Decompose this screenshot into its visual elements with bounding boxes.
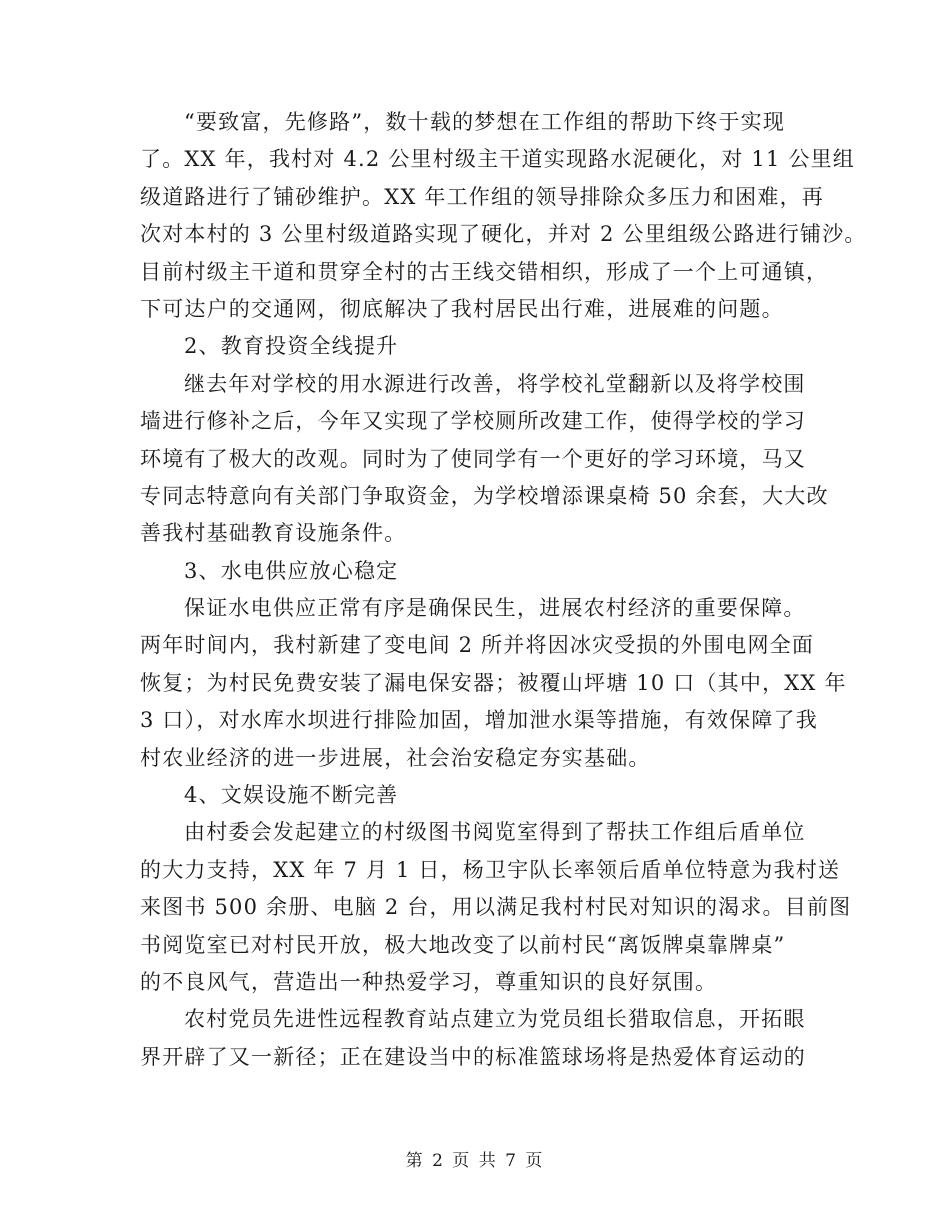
text-line: 的大力支持，XX 年 7 月 1 日，杨卫宇队长率领后盾单位特意为我村送 (140, 857, 841, 882)
text-line: 善我村基础教育设施条件。 (140, 521, 407, 546)
text-line: 书阅览室已对村民开放，极大地改变了以前村民“离饭牌桌靠牌桌” (140, 932, 786, 957)
text-line: 农村党员先进性远程教育站点建立为党员组长猎取信息，开拓眼 (184, 1007, 806, 1032)
text-line: 继去年对学校的用水源进行改善，将学校礼堂翻新以及将学校围 (184, 371, 806, 396)
text-line: 下可达户的交通网，彻底解决了我村居民出行难，进展难的问题。 (140, 296, 784, 321)
text-line: 来图书 500 余册、电脑 2 台，用以满足我村村民对知识的渴求。目前图 (140, 895, 852, 920)
text-line: 3 口），对水库水坝进行排险加固，增加泄水渠等措施，有效保障了我 (140, 708, 818, 733)
document-body (140, 104, 867, 1076)
text-line: 恢复；为村民免费安装了漏电保安器；被覆山坪塘 10 口（其中，XX 年 (140, 670, 847, 695)
text-line: 2、教育投资全线提升 (184, 334, 399, 359)
text-line: 4、文娱设施不断完善 (184, 783, 399, 808)
text-line: “要致富，先修路”，数十载的梦想在工作组的帮助下终于实现 (184, 110, 786, 134)
text-line: 专同志特意向有关部门争取资金，为学校增添课桌椅 50 余套，大大改 (140, 483, 829, 508)
page-footer: 第 2 页 共 7 页 (405, 1151, 545, 1171)
text-line: 3、水电供应放心稳定 (184, 558, 399, 583)
text-line: 次对本村的 3 公里村级道路实现了硬化，并对 2 公里组级公路进行铺沙。 (140, 222, 867, 247)
text-line: 墙进行修补之后，今年又实现了学校厕所改建工作，使得学校的学习 (140, 409, 806, 434)
text-line: 的不良风气，营造出一种热爱学习，尊重知识的良好氛围。 (140, 969, 718, 994)
text-line: 由村委会发起建立的村级图书阅览室得到了帮扶工作组后盾单位 (184, 820, 806, 845)
text-line: 环境有了极大的改观。同时为了使同学有一个更好的学习环境，马又 (140, 446, 806, 471)
text-line: 界开辟了又一新径；正在建设当中的标准篮球场将是热爱体育运动的 (140, 1044, 806, 1069)
text-line: 保证水电供应正常有序是确保民生，进展农村经济的重要保障。 (184, 596, 806, 621)
text-line: 目前村级主干道和贯穿全村的古王线交错相织，形成了一个上可通镇， (140, 259, 829, 284)
text-line: 两年时间内，我村新建了变电间 2 所并将因冰灾受损的外围电网全面 (140, 633, 815, 658)
text-line: 级道路进行了铺砂维护。XX 年工作组的领导排除众多压力和困难，再 (140, 184, 824, 209)
text-line: 村农业经济的进一步进展，社会治安稳定夯实基础。 (140, 745, 651, 770)
text-line: 了。XX 年，我村对 4.2 公里村级主干道实现路水泥硬化，对 11 公里组 (140, 147, 855, 172)
